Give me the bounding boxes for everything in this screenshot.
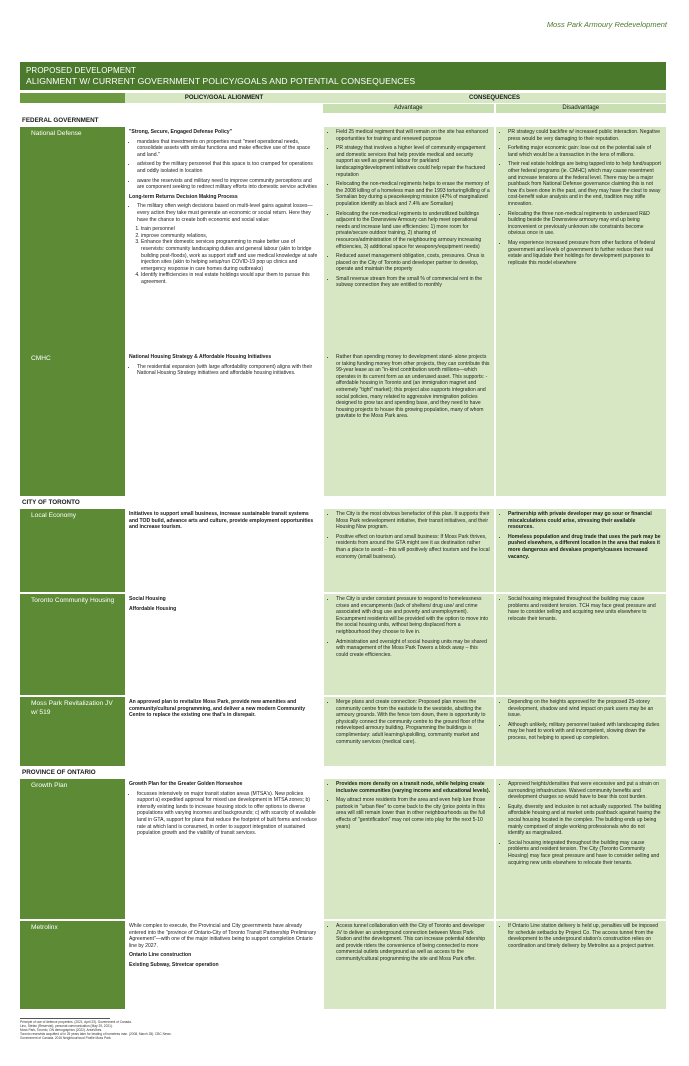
row-label: CMHC <box>20 352 125 496</box>
row-label: Toronto Community Housing <box>20 594 125 695</box>
document-title: Moss Park Armoury Redevelopment <box>546 20 667 29</box>
table-subheader <box>20 104 666 113</box>
footnote: Lino, Stefan (Reservist), personal communication (May 29, 2021). <box>20 1024 113 1028</box>
header-advantage: Advantage <box>323 104 494 113</box>
disadvantage-cell: • If Ontario Line station delivery is held up, penalties will be imposed for schedule setbacks by Project Co. The access tunnel from the development to the underground station's construction relies on coordination and timely delivery by Metrolinx as a project partner. <box>496 921 666 1009</box>
disadvantage-cell: • Partnership with private developer may go sour or financial miscalculations could arise, stressing their available resources. • Homeless population and drug trade that uses the park may be pushed elsewhere, a different location in the area that makes it more dangerous and devalues property/causes increased vacancy. <box>496 509 666 592</box>
section-ontario: PROVINCE OF ONTARIO <box>22 769 96 776</box>
disadvantage-cell: • Social housing integrated throughout the building may cause problems and resident tension. TCH may face great pressure and have to consider selling and acquiring new units elsewhere to relocate their tenants. <box>496 594 666 695</box>
advantage-cell: • Field 25 medical regiment that will remain on the site has enhanced opportunities for training and renewed purpose • PR strategy that involves a higher level of community engagement and domestic services that help provide medical and security support as well as general labour for parkland landscaping/development initiatives could help repair the fractured reputation • Relocating the non-medical regiments helps to erase the memory of the 2008 killing of a homeless man and the 1993 torturing/killing of a Somalian boy during a peacekeeping mission (47% of marginalized population identify as black and 7.4% are Somalian) • Relocating the non-medical regiments to underutilized buildings adjacent to the Downsview Armoury can help meet operational needs and increase land use efficiencies: 1) more room for private/secure outdoor training, 2) sharing of resources/administration of the neighbouring armoury increasing efficiencies, 3) additional space for weaponry/equipment needs) • Reduced asset management obligation, costs, pressures. Onus is placed on the City of Toronto and developer partner to develop, operate and maintain the property • Small revenue stream from the small % of commercial rent in the subway connection they are entitled to monthly <box>324 127 494 496</box>
policy-cell: While complex to execute, the Provincial and City governments have already entered into the "province of Ontario-City of Toronto Transit Partnership Preliminary Agreement"—with one of the major initiatives being to support completion Ontario line by 2027. Ontario Line construction Existing Subway, Streetcar operation <box>125 921 323 1009</box>
row-metrolinx <box>20 921 666 1009</box>
footnote: Moss Park, Toronto, ON demographics (2022). AreaVibes. <box>20 1028 103 1032</box>
advantage-cell: • Merge plans and create connection: Proposed plan moves the community centre from the eastside to the westside, abutting the armoury grounds. With the fence torn down, there is opportunity to physically connect the community centre to the ground floor of the redeveloped armoury building. Programming the buildings is complimentary: adult learning/upskilling, community market and community services (medical care). <box>324 697 494 766</box>
advantage-cell: • Provides more density on a transit node, while helping create inclusive communities (varying income and educational levels). • May attract more residents from the area and even help lure those partook in "urban flee" to come back to the city (price points in this area will still remain lower than in other neighbourhoods as the full effects of "gentrification" may not come into play for the next 5-10 years) <box>324 779 494 919</box>
title-banner <box>20 62 666 90</box>
section-toronto: CITY OF TORONTO <box>22 499 80 506</box>
advantage-cell: • The City is the most obvious benefactor of this plan. It supports their Moss Park redevelopment initiative, their transit initiatives, and their Housing Now program. • Positive effect on tourism and small business: If Moss Park thrives, residents from around the GTA might see it as destination rather than a place to avoid – this will positively affect tourism and the local economy (small business). <box>324 509 494 592</box>
policy-cell: "Strong, Secure, Engaged Defense Policy" • mandates that investments on properties must "meet operational needs, consolidate assets with similar functions and make effective use of the space and land." • advised by the military personnel that this space is too cramped for operations and oddly isolated in location • aware the reservists and military need to improve community perceptions and are component seeking to redirect military efforts into domestic service activities Long-term Returns Decision Making Process • The military often weigh decisions based on multi-level gains against losses—every action they take must generate an economic or social return. Here they have the chance to create both economic and social value: 1. train personnel 2. improve community relations, 3. Enhance their domestic services programming to make better use of reservists: community landscaping duties and general labour (akin to bridge building post-floods), work as support staff and use medical knowledge at safe injection sites (akin to helping setup/run COVID-19 pop up clinics and emergency response in care homes during outbreaks) 4. Identify inefficiencies in real estate holdings would spur them to pursue this agreement. <box>125 127 323 496</box>
header-consequences: CONSEQUENCES <box>323 93 666 103</box>
policy-cell: Growth Plan for the Greater Golden Horseshoe • focusses intensively on major transit station areas (MTSA's). New policies support a) expedited approval for mixed use development in MTSA zones; b) intensify existing lands to increase housing stock to offer options to diverse populations with varying incomes and backgrounds; c) with scarcity of available land in GTA, support for plans that reduce the footprint of built forms and reduce rate at which land is consumed, in order to support integration of sustained population growth and the viability of transit services. <box>125 779 323 919</box>
row-toronto-community-housing <box>20 594 666 695</box>
disadvantage-cell: • Approved heights/densities that were excessive and put a strain on surrounding infrastructure. Waived community benefits and development charges so would have to bear this cost burden. • Equity, diversity and inclusion is not actually supported. The building affordable housing and at market units pushback against having the social housing located in the complex. The building ends up being mainly comprised of single working professionals who do not identify as marginalized. • Social housing integrated throughout the building may cause problems and resident tension. The City (Toronto Community Housing) may face great pressure and have to consider selling and acquiring new units elsewhere to relocate their tenants. <box>496 779 666 919</box>
header-blank <box>20 93 125 103</box>
row-local-economy <box>20 509 666 592</box>
banner-line-2: ALIGNMENT W/ CURRENT GOVERNMENT POLICY/GOALS AND POTENTIAL CONSEQUENCES <box>26 76 416 86</box>
row-moss-park-revitalization <box>20 697 666 766</box>
advantage-cell: • Access tunnel collaboration with the City of Toronto and developer JV to deliver an underground connection between Moss Park Station and the development. This can increase potential ridership and provide riders the convenience of being connected to more commercial outlets underground as well as access to the community/cultural programming the site and Moss Park offer. <box>324 921 494 1009</box>
policy-cell: National Housing Strategy & Affordable Housing Initiatives • The residential expansion (with large affordability component) aligns with their National Housing Strategy initiatives and affordable housing initiatives. <box>125 352 323 496</box>
policy-cell: An approved plan to revitalize Moss Park, provide new amenities and community/cultural programming, and deliver a new modern Community Centre to replace the existing one that's in disrepair. <box>125 697 323 766</box>
policy-cell: Initiatives to support small business, increase sustainable transit systems and TOD build, advance arts and culture, provide employment opportunities and increase tourism. <box>125 509 323 592</box>
header-disadvantage: Disadvantage <box>496 104 667 113</box>
row-cmhc <box>20 352 666 496</box>
row-label: Growth Plan <box>20 779 125 919</box>
footnote: Toronto reservists acquitted of in 25 years later for beating of homeless man. (2008, March 28). CBC News. <box>20 1032 172 1036</box>
footnote-rule <box>20 1018 110 1019</box>
row-label: Local Economy <box>20 509 125 592</box>
banner-line-1: PROPOSED DEVELOPMENT <box>26 66 137 75</box>
advantage-cell: • The City is under constant pressure to respond to homelessness crises and encampments (lack of shelters/ drug use/ and crime associated with drug use and poverty and unemployment). Encampment residents will be provided with the option to move into the social housing units, without being displaced from a neighbourhood they choose to live in. • Administration and oversight of social housing units may be shared with management of the Moss Park Towers a block away – this could create efficiencies. <box>324 594 494 695</box>
row-label: Moss Park Revitalization JV w/ 519 <box>20 697 125 766</box>
policy-cell: Social Housing Affordable Housing <box>125 594 323 695</box>
disadvantage-cell: • PR strategy could backfire w/ increased public interaction. Negative press would be very damaging to their reputation. • Forfeiting major economic gain: lose out on the potential sale of land which would be a transaction in the tens of millions. • Their real estate holdings are being tapped into to help fund/support other federal programs (ie. CMHC) which may cause resentment and increase tensions at the federal level. There may be a major pushback from National Defense governance claiming this is not how it's been done in the past, and they may have the clout to sway cost-benefit value analysis and in the end, tradition may stifle innovation. • Relocating the three non-medical regiments to underused R&D building beside the Downsview armoury may end up being inconvenient or previously unknown site constraints become obvious once in use. • May experience increased pressure from other factions of federal government and levels of government to further reduce their real estate and liquidate their holdings for development purposes to replicate this model elsewhere <box>496 127 666 496</box>
header-policy: POLICY/GOAL ALIGNMENT <box>125 93 323 103</box>
advantage-cell: • Rather than spending money to development stand- alone projects or taking funding money from other projects, they can contribute this 99-year lease as an "in-kind contribution worth millions—which operates in its current form as an underused asset. This supports: - affordable housing in Toronto and (an immigration magnet and extremely "tight" market); this project also supports integration and social policies, many related to aggressive immigration policies designed to grow tax and spending base, and they need to have housing projects to house this growing population, many of whom gravitate to the Moss Park area. <box>324 352 494 496</box>
footnotes <box>20 1018 666 1040</box>
footnote: Government of Canada. 2016 Neighbourhood Profile Moss Park. <box>20 1036 112 1040</box>
row-label: National Defense <box>20 127 125 496</box>
disadvantage-cell <box>496 352 666 496</box>
table-header <box>20 93 666 103</box>
row-label: Metrolinx <box>20 921 125 1009</box>
footnote: Principle of use of defence properties. (2021, April 23). Government of Canada. <box>20 1020 132 1024</box>
disadvantage-cell: • Depending on the heights approved for the proposed 25-storey development, shadow and wind impact on park users may be an issue. • Although unlikely, military personnel tasked with landscaping duties may be hard to work with and incompetent, slowing down the process, not helping to speed up completion. <box>496 697 666 766</box>
section-federal: FEDERAL GOVERNMENT <box>22 117 99 124</box>
row-growth-plan <box>20 779 666 919</box>
